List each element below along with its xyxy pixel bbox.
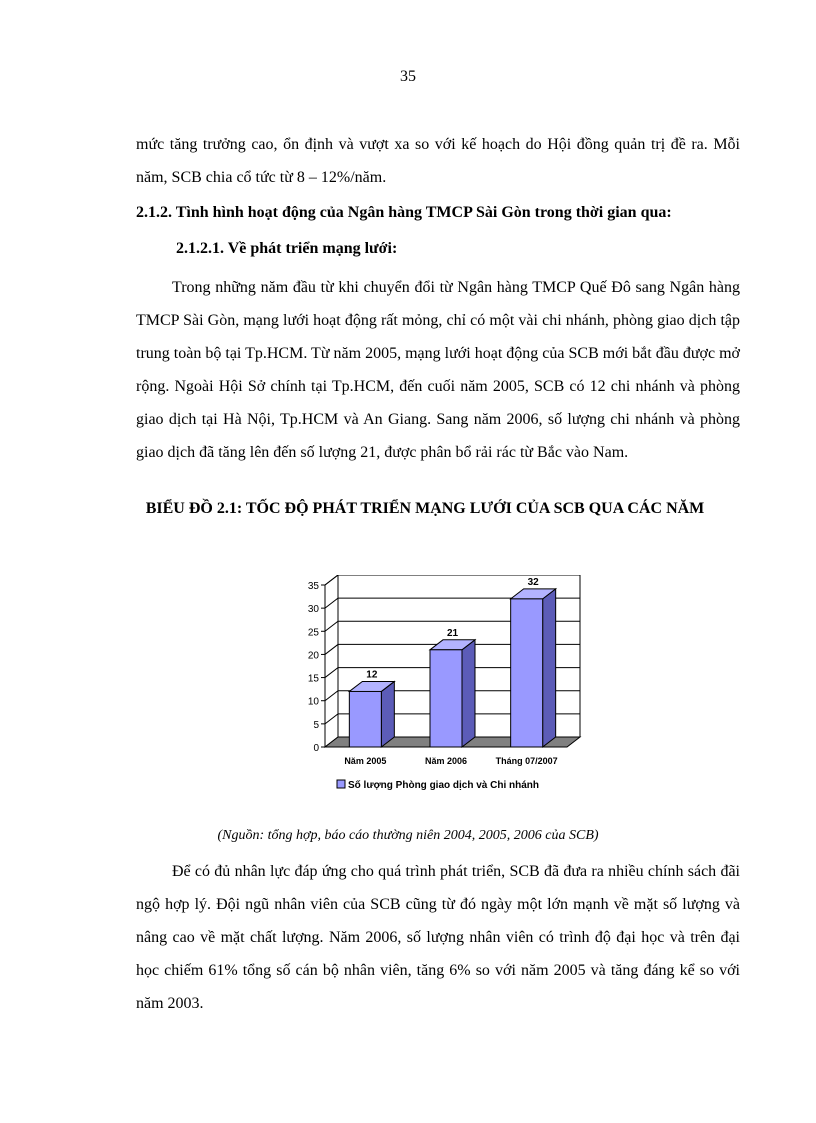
x-tick-label: Tháng 07/2007 xyxy=(495,756,558,766)
y-tick-label: 5 xyxy=(313,719,319,731)
bar-side xyxy=(543,589,556,747)
x-tick-label: Năm 2005 xyxy=(344,756,387,766)
x-tick-label: Năm 2006 xyxy=(424,756,468,766)
legend-swatch xyxy=(337,780,345,788)
y-tick-label: 0 xyxy=(313,743,319,754)
chart-side-wall xyxy=(325,575,338,747)
y-tick-label: 15 xyxy=(307,673,319,685)
subsection-heading: 2.1.2.1. Về phát triển mạng lưới: xyxy=(176,240,398,257)
y-tick-label: 30 xyxy=(307,604,319,616)
y-tick-label: 25 xyxy=(307,627,319,639)
bar-value-label: 32 xyxy=(527,576,539,588)
section-heading: 2.1.2. Tình hình hoạt động của Ngân hàng TMCP Sài Gòn trong thời gian qua: xyxy=(136,204,672,221)
bar xyxy=(349,691,381,747)
staff-paragraph: Để có đủ nhân lực đáp ứng cho quá trình phát triển, SCB đã đưa ra nhiều chính sách đãi ngộ hợp lý. Đội ngũ nhân viên của SCB cũng từ đó ngày một lớn mạnh về mặt số lượng và nâng cao về mặt chất lượng. Năm 2006, số lượng nhân viên có trình độ đại học và trên đại học chiếm 61% tổng số cán bộ nhân viên, tăng 6% so với năm 2005 và tăng đáng kể so với năm 2003. xyxy=(136,863,740,1012)
y-tick-label: 35 xyxy=(307,581,319,592)
bar xyxy=(511,599,543,747)
network-paragraph: Trong những năm đầu từ khi chuyển đổi từ Ngân hàng TMCP Quế Đô sang Ngân hàng TMCP Sài Gòn, mạng lưới hoạt động rất mỏng, chỉ có một vài chi nhánh, phòng giao dịch tập trung toàn bộ tại Tp.HCM. Từ năm 2005, mạng lưới hoạt động của SCB mới bắt đầu được mở rộng. Ngoài Hội Sở chính tại Tp.HCM, đến cuối năm 2005, SCB có 12 chi nhánh và phòng giao dịch tại Hà Nội, Tp.HCM và An Giang. Sang năm 2006, số lượng chi nhánh và phòng giao dịch đã tăng lên đến số lượng 21, được phân bổ rải rác từ Bắc vào Nam. xyxy=(136,279,740,461)
page-number: 35 xyxy=(400,68,416,85)
source-note: (Nguồn: tổng hợp, báo cáo thường niên 2004, 2005, 2006 của SCB) xyxy=(217,828,599,843)
bar-side xyxy=(462,640,475,747)
bar-value-label: 12 xyxy=(366,669,378,681)
intro-paragraph: mức tăng trưởng cao, ổn định và vượt xa so với kế hoạch do Hội đồng quản trị đề ra. Mỗi năm, SCB chia cổ tức từ 8 – 12%/năm. xyxy=(136,136,740,186)
bar-value-label: 21 xyxy=(446,627,459,639)
chart-title: BIỂU ĐỒ 2.1: TỐC ĐỘ PHÁT TRIỂN MẠNG LƯỚI CỦA SCB QUA CÁC NĂM xyxy=(145,500,705,517)
bar-chart xyxy=(305,575,595,797)
bar-side xyxy=(381,681,394,747)
y-tick-label: 10 xyxy=(307,696,319,708)
y-tick-label: 20 xyxy=(307,650,319,662)
bar xyxy=(430,650,462,747)
legend-label: Số lượng Phòng giao dịch và Chi nhánh xyxy=(348,780,540,791)
